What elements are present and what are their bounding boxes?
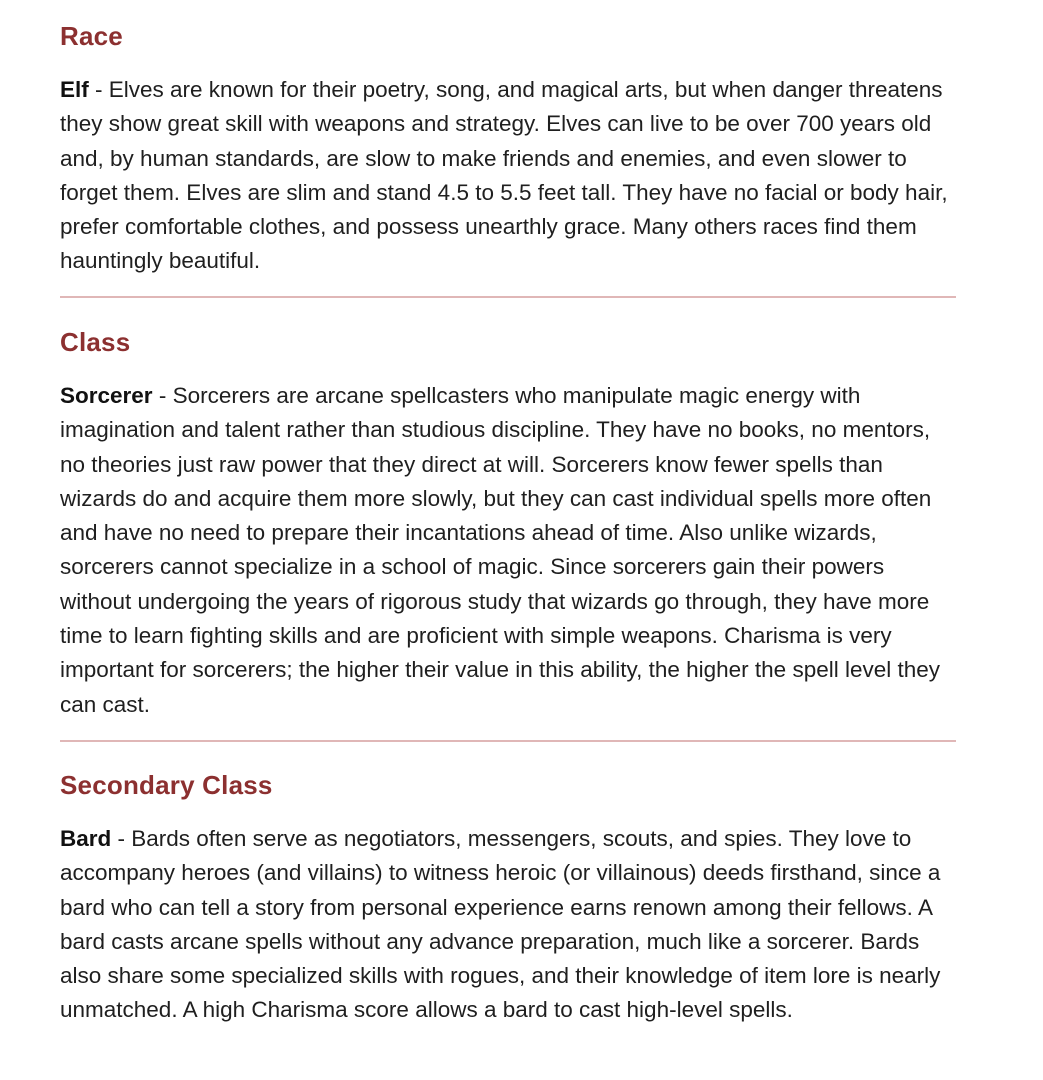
secondary-class-paragraph (60, 822, 956, 1028)
class-description: Sorcerers are arcane spellcasters who manipulate magic energy with imagination and talent rather than studious discipline. They have no books, no mentors, no theories just raw power that they direct at will. Sorcerers know fewer spells than wizards do and acquire them more slowly, but they can cast individual spells more often and have no need to prepare their incantations ahead of time. Also unlike wizards, sorcerers cannot specialize in a school of magic. Since sorcerers gain their powers without undergoing the years of rigorous study that wizards go through, they have more time to learn fighting skills and are proficient with simple weapons. Charisma is very important for sorcerers; the higher their value in this ability, the higher the spell level they can cast. (60, 383, 941, 717)
class-separator: - (152, 383, 173, 408)
secondary-class-section (60, 769, 956, 1028)
race-separator: - (88, 77, 109, 102)
class-paragraph (60, 379, 956, 722)
race-description: Elves are known for their poetry, song, and magical arts, but when danger threatens they show great skill with weapons and strategy. Elves can live to be over 700 years old and, by human standards, are slow to make friends and enemies, and even slower to forget them. Elves are slim and stand 4.5 to 5.5 feet tall. They have no facial or body hair, prefer comfortable clothes, and possess unearthly grace. Many others races find them hauntingly beautiful. (60, 77, 948, 274)
race-term: Elf (60, 77, 89, 102)
section-divider (60, 740, 956, 742)
secondary-class-heading: Secondary Class (60, 770, 273, 800)
secondary-class-description: Bards often serve as negotiators, messengers, scouts, and spies. They love to accompany heroes (and villains) to witness heroic (or villainous) deeds firsthand, since a bard who can tell a story from personal experience earns renown among their fellows. A bard casts arcane spells without any advance preparation, much like a sorcerer. Bards also share some specialized skills with rogues, and their knowledge of item lore is nearly unmatched. A high Charisma score allows a bard to cast high-level spells. (60, 826, 941, 1023)
class-section (60, 326, 956, 722)
class-heading: Class (60, 327, 131, 357)
race-heading: Race (60, 21, 123, 51)
class-term: Sorcerer (60, 383, 153, 408)
secondary-class-separator: - (111, 826, 132, 851)
secondary-class-term: Bard (60, 826, 112, 851)
section-divider (60, 296, 956, 298)
race-paragraph (60, 73, 956, 279)
race-section (60, 20, 956, 279)
